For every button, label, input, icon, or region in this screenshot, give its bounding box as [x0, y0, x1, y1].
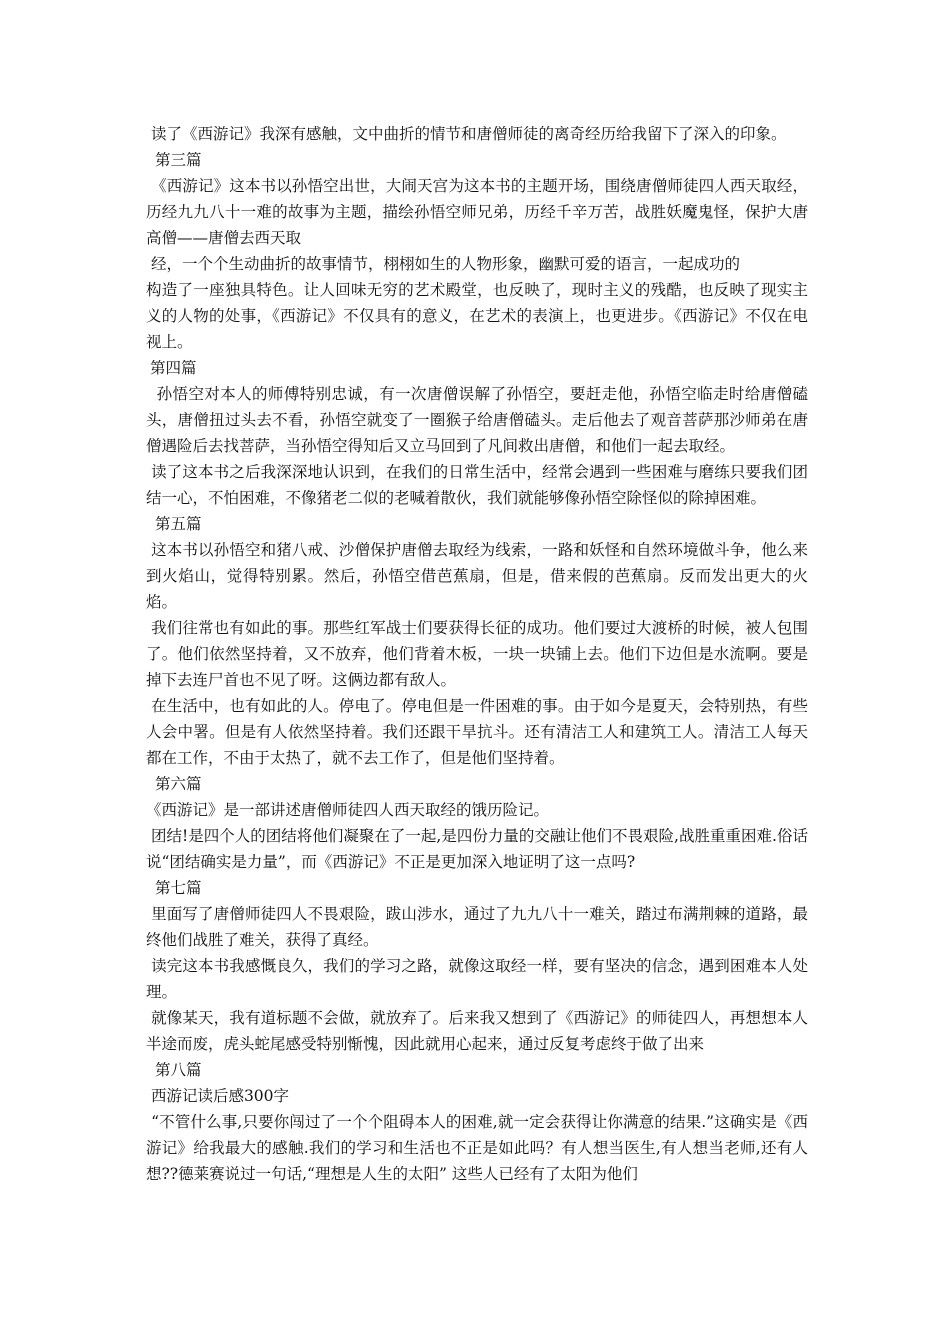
section-heading: 第七篇 — [150, 879, 202, 897]
section-heading: 第五篇 — [150, 515, 202, 533]
document-body — [146, 121, 808, 1187]
body-paragraph: 里面写了唐僧师徒四人不畏艰险，跋山涉水，通过了九九八十一难关，踏过布满荆棘的道路，最终他们战胜了难关，获得了真经。 — [146, 905, 808, 949]
body-paragraph: 就像某天，我有道标题不会做，就放弃了。后来我又想到了《西游记》的师徒四人，再想想本人半途而废，虎头蛇尾感受特别惭愧，因此就用心起来，通过反复考虑终于做了出来 — [146, 1009, 808, 1053]
section-heading: 第三篇 — [150, 151, 202, 169]
body-paragraph: 读了《西游记》我深有感触，文中曲折的情节和唐僧师徒的离奇经历给我留下了深入的印象。 — [146, 125, 787, 143]
body-paragraph: 我们往常也有如此的事。那些红军战士们要获得长征的成功。他们要过大渡桥的时候，被人包围了。他们依然坚持着，又不放弃，他们背着木板，一块一块铺上去。他们下边但是水流啊。要是掉下去连尸首也不见了呀。这俩边都有敌人。 — [146, 619, 808, 689]
body-paragraph: 在生活中，也有如此的人。停电了。停电但是一件困难的事。由于如今是夏天，会特别热，有些人会中署。但是有人依然坚持着。我们还跟干旱抗斗。还有清洁工人和建筑工人。清洁工人每天都在工作，不由于太热了，就不去工作了，但是他们坚持着。 — [146, 697, 808, 767]
body-paragraph: 团结!是四个人的团结将他们凝聚在了一起,是四份力量的交融让他们不畏艰险,战胜重重困难.俗话说“团结确实是力量”，而《西游记》不正是更加深入地证明了这一点吗? — [146, 827, 809, 871]
body-paragraph: 西游记读后感300字 — [146, 1087, 290, 1105]
body-paragraph: 读完这本书我感慨良久，我们的学习之路，就像这取经一样，要有坚决的信念，遇到困难本人处理。 — [146, 957, 808, 1001]
body-paragraph: “不管什么事,只要你闯过了一个个阻碍本人的困难,就一定会获得让你满意的结果.”这确实是《西游记》给我最大的感触.我们的学习和生活也不正是如此吗？有人想当医生,有人想当老师,还有人想??德莱赛说过一句话,“理想是人生的太阳” 这些人已经有了太阳为他们 — [146, 1113, 808, 1183]
body-paragraph: 构造了一座独具特色。让人回味无穷的艺术殿堂，也反映了，现时主义的残酷，也反映了现实主义的人物的处事，《西游记》不仅具有的意义，在艺术的表演上，也更进步。《西游记》不仅在电视上。 — [146, 281, 808, 351]
section-heading: 第四篇 — [150, 359, 197, 377]
body-paragraph: 读了这本书之后我深深地认识到，在我们的日常生活中，经常会遇到一些困难与磨练只要我们团结一心，不怕困难，不像猪老二似的老喊着散伙，我们就能够像孙悟空除怪似的除掉困难。 — [146, 463, 808, 507]
body-paragraph: 经，一个个生动曲折的故事情节，栩栩如生的人物形象，幽默可爱的语言，一起成功的 — [146, 255, 740, 273]
body-paragraph: 这本书以孙悟空和猪八戒、沙僧保护唐僧去取经为线索，一路和妖怪和自然环境做斗争，他么来到火焰山，觉得特别累。然后，孙悟空借芭蕉扇，但是，借来假的芭蕉扇。反而发出更大的火焰。 — [146, 541, 808, 611]
section-heading: 第八篇 — [150, 1061, 202, 1079]
section-heading: 第六篇 — [150, 775, 202, 793]
body-paragraph: 《西游记》这本书以孙悟空出世，大闹天宫为这本书的主题开场，围绕唐僧师徒四人西天取经，历经九九八十一难的故事为主题，描绘孙悟空师兄弟，历经千辛万苦，战胜妖魔鬼怪，保护大唐高僧——唐僧去西天取 — [146, 177, 808, 247]
body-paragraph: 《西游记》是一部讲述唐僧师徒四人西天取经的饿历险记。 — [146, 801, 550, 819]
body-paragraph: 孙悟空对本人的师傅特别忠诚，有一次唐僧误解了孙悟空，要赶走他，孙悟空临走时给唐僧磕头，唐僧扭过头去不看，孙悟空就变了一圈猴子给唐僧磕头。走后他去了观音菩萨那沙师弟在唐僧遇险后去找菩萨，当孙悟空得知后又立马回到了凡间救出唐僧，和他们一起去取经。 — [146, 385, 808, 455]
